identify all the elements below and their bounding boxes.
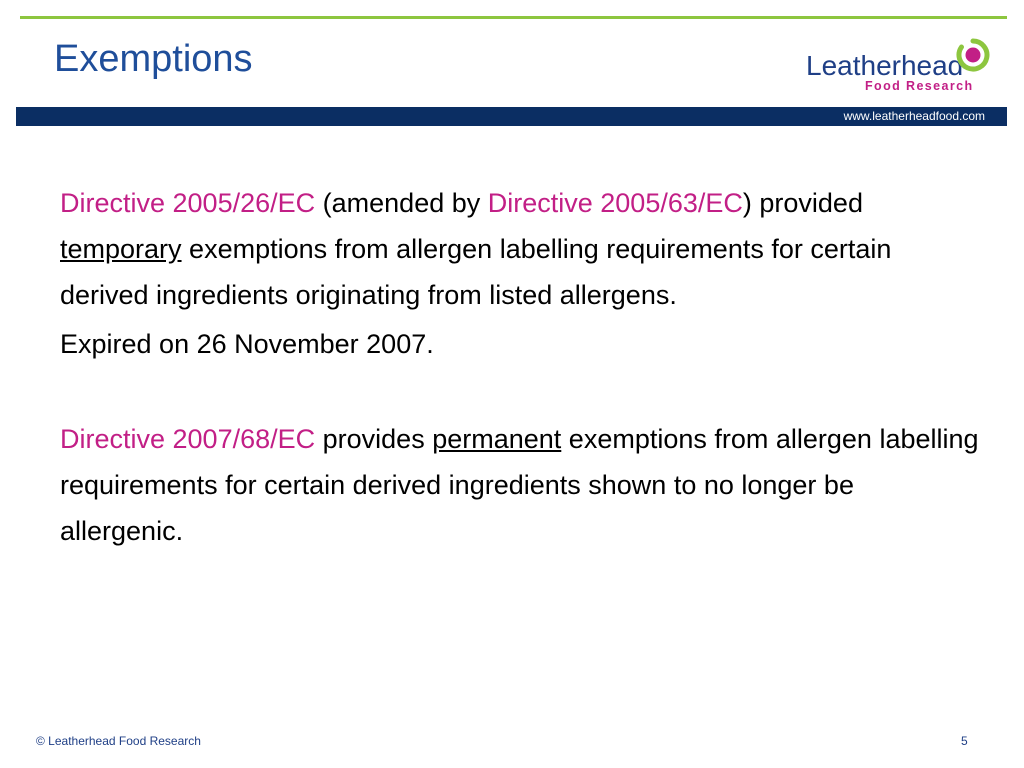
footer-copyright: © Leatherhead Food Research [36,734,201,748]
directive-link-2005-26: Directive 2005/26/EC [60,188,316,218]
p3-text-1: provides [315,424,433,454]
emphasis-temporary: temporary [60,234,182,264]
slide-body [60,180,980,554]
p1-text-3: exemptions from allergen labelling requirements for certain derived ingredients originating from listed allergens. [60,234,892,310]
p3-text-2: exemptions from allergen labelling requirements for certain derived ingredients shown to no longer be allergenic. [60,424,979,546]
p1-text-1: (amended by [315,188,488,218]
p1-text-2: ) provided [742,188,863,218]
paragraph-temporary-exemptions [60,180,980,318]
logo-subtitle: Food Research [865,79,974,93]
paragraph-permanent-exemptions [60,416,980,554]
logo-wordmark: Leatherhead [806,50,964,81]
directive-link-2005-63: Directive 2005/63/EC [487,188,743,218]
top-accent-line [20,16,1007,19]
page-number: 5 [961,734,968,748]
directive-link-2007-68: Directive 2007/68/EC [60,424,316,454]
slide-title: Exemptions [54,38,253,80]
emphasis-permanent: permanent [432,424,562,454]
header-band [16,107,1007,126]
paragraph-expiry: Expired on 26 November 2007. [60,329,434,359]
logo-ring-icon [956,38,990,72]
website-url: www.leatherheadfood.com [843,109,985,123]
leatherhead-logo [806,38,992,94]
